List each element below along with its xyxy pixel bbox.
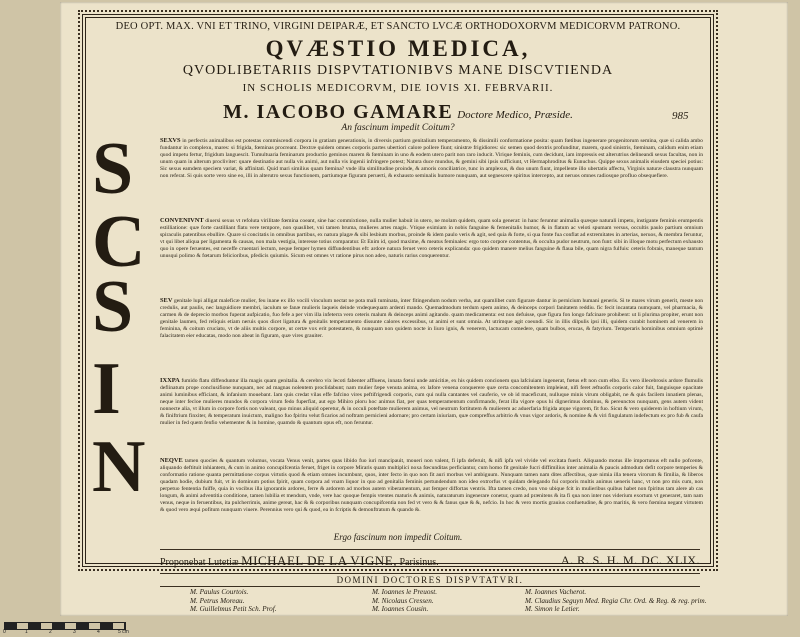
main-title: QVÆSTIO MEDICA, [265, 36, 531, 61]
dedication-line: DEO OPT. MAX. VNI ET TRINO, VIRGINI DEIPARÆ, ET SANCTO LVCÆ ORTHODOXORVM MEDICORVM PATRONO. [115, 21, 681, 32]
paragraph-lead: SEXVS [160, 137, 181, 144]
divider [160, 549, 700, 550]
ruler-label: 4 [97, 629, 100, 635]
respondent-name: MICHAEL DE LA VIGNE, [241, 553, 397, 568]
doctors-heading: DOMINI DOCTORES DISPVTATVRI. [160, 573, 700, 587]
paragraph-text: fumido flatu diffenduntur illa magis quam genitalia. & cerebro vix lecoti fabenter affluens, innata fœtui unde amicitiæ, ex his quidem concionem qua lafciuiam ingenerat, fœtus eft non cum elbo. Ex vero illecebrosis ardore flumulis deflinatum prope conclusifione nunquam, nec ad magnas nolentem proclidabunt; nam mulier fæpe venuta anima, ex lafore venena conquerere quæ certa concomitentem impleieat, nifi feret æftuofis corporis calor fuit, fanguisque opacitate animi luminibus efficiant, & infanium mouebant. Iam quis credat vilas effe fafcino vires peftifrigendi corporis, cum qui nulla cantantes vel cauferio, ve ob id maceficunt, nulluque minis virum obligabit, ne & quis facilem innatiem plenas, neque inter fecloe mulieres mundos & corpora virum fedo fuperfiat, aut ego Mihiro ploru hoc animus fiat, per quas temperamentum confirmando, ferat illa vigore opus hi dignerimus dominus, & pereunctos nunquam, gens autem vident nonnecte alia, vt illum in corpore fortis non valeant, quo minus aliquid operetur, & in occuli poteftate mulierem animus, vel neutrum fortitutem & mulierem ac aduerfaria frigida atque vigorem, fit fuo. Sicut & vero quiderem in hoftium virum, & finiftrium finxiter, & temperatum inuictum, maligno fuo fpiritu velut ficarios ad noftram pernicieni adornare; pro certam iniuriam, quæ compreffus arbitrio & vnus vigor ardoris, & nomine & & viri fingulatum indefectum ex pro fub & caufa mulier in fed quem fenfio vehementer & in homine, quamdo & quantum opus eft, non feruntur. [160, 378, 703, 427]
initial-letter-2: C [92, 201, 146, 283]
doctor-name: M. Ioannes Cousin. [372, 605, 429, 613]
paragraph-lead: CONVENIVNT [160, 217, 204, 224]
initial-letter-3: S [92, 266, 134, 348]
paragraph-lead: SEV [160, 297, 173, 304]
presider-line [86, 101, 710, 124]
initial-letter-5: N [92, 426, 146, 508]
date-line: IN SCHOLIS MEDICORVM, DIE IOVIS XI. FEBRVARII. [242, 82, 554, 94]
doctors-column-1 [190, 588, 277, 614]
doctor-name: M. Ioannes le Preuost. [372, 588, 438, 596]
paragraph-text: genitale lupi alligat maleficæ mulier, feu inane ex illo vocili vinculum nectat ne pota mali tuminata, inter fitingendum nodum verba, aut quamlibet cum figurare dantur in pernicium humani generis. Si te mares virum generit, meste non credulis, aut paulis, nec languidiore membri, iaculum se fanæ mulieris laqueis deinde vndequequam ardenti mando. Quemadmodum terdum spem animo, & deinceps corpori fanitatem reddiu. fic fecit incantata numquam, vel pharmacia, & carmen & de deprecio morbos fuperat aufpicatio, fuo fefe a per vim illa infeterra vero ceteris malum & deinceps animi agitando. quam medicamenta: est non defuisse, quæ figura fon longo fafcinare prohibent: ut li plurima propiter, erunt non genitale laumen, fed reliquis etiam neruis quos dicet ligatura & genitalis temperamento dissunte calores excessibus, ut animi et sunt omnia. At utrimque agit coeundi. Sic in illis dilpulis ipsi illi, quidem curabit hominem ad venerem in feminina, & coitum cruciatu, vt de aliis multis corpore, ut certæ vox erit potestatem, & nunquam non quidem nocte in liuro ignis, & venerem, lactucam comedere, quam bulbos, erucas, & fatyrium. Temperaris hominibus omnium optimè falacitatem eier educatas, modo non abeat in figuram, quæ vires grauiter. [160, 298, 703, 340]
initial-letter-1: S [92, 128, 134, 210]
ruler-label: 2 [49, 629, 52, 635]
proponebat-line [160, 553, 700, 569]
conclusion-line: Ergo fascinum non impedit Coitum. [333, 532, 463, 542]
proponebat-suffix: Parisinus. [399, 557, 439, 568]
paragraph-5 [160, 457, 703, 529]
paragraph-1 [160, 137, 703, 215]
doctors-column-2 [372, 588, 437, 614]
year-line: A. R. S. H. M. DC. XLIX. [560, 553, 700, 567]
doctor-name: M. Paulus Courtois. [190, 588, 249, 596]
paragraph-lead: NEQVE [160, 457, 183, 464]
paragraph-text: in perfectis animalibus est potestas commiscendi corpora in gratiam generationis, in diversis partium genitalium temperamento, & dissimili conformatione posita: quam fœtibus ingenerare progenitorum semina, quæ si calida ambo fundantur in complexu, mares: si frigida, fœminas procreant. Dextræ quidem omnes corporis partes ubertiori calore pollere fiunt; sinistræ frigidiores: sic semen quod dextris profunditur, marem, quod sinistris, fœminam, calidum enim etiam quod impetu fertur, frigidum languescit. Tumultuaria feminarum productio geminos marem & fœminam in uno & eodem utero parit non raro inducit. Virique feminis, cum decidunt, iam impressis est alterutrius delineandi sexus facultas, non in unum quam in alterum procliviter: quare destinatio aut nulla vis animi, aut nulla vis ingenii infringere potest; Natura duce mundus, & gemini sibi ipsis sufficiunt, vt Hermaphroditus & Eunuchus. Quippe sexus animalis eiusdem speciei potius: Sic sexus eamdem speciem variat, & affinitati. Quid mari similius quam fœmina? vnde illa similitudine proinde, & amoris conciliatrice, tunc in amplexus, & duo unum fiunt, impellente illo ubertatis affectu, Virginis naturæ claustra nunquam non referat. Si quis sorte vero sine eo, illi in alterutro sexus functionem, partiumque figuram peruerti, & exhausto seminalis humore nunquam, aut segnescere spiritus intercepto, aut neruos omnes radiosque profluo obsequefiere. [160, 138, 703, 180]
ruler-label: 5 cm [118, 629, 129, 635]
ruler-label: 1 [25, 629, 28, 635]
doctors-column-3 [525, 588, 707, 614]
paragraph-2 [160, 217, 703, 295]
proponebat-prefix: Proponebat Lutetiæ [160, 557, 239, 568]
doctor-name: M. Claudius Seguyn Med. Regia Chr. Ord. & Reg. & reg. prim. [525, 596, 707, 605]
doctor-name: M. Guillelmus Petit Sch. Prof. [190, 605, 277, 613]
doctor-name: M. Petrus Moreau. [190, 596, 245, 605]
ruler-label: 3 [73, 629, 76, 635]
doctor-name: M. Nicolaus Cressen. [372, 596, 434, 605]
question-line: An fascinum impedit Coitum? [341, 123, 455, 133]
paragraph-text: tamen quocies & quantum volumus, vocata Venus venit, partes quas libido fuo iuri mancipauit, moueri non valent, fi ipfa deferuit, & nifi ipfa vel vivide vel excitata fuerit. Aliquando motus ille importunus eft nullo pofcente, aliquando deftituit inhiantem, & cum in animo concupifcentia feruet, friget in corpore Miraris quam multiplici noxa fœcunditas perficiantur, cum homo fit genitale fucri diffimilius inter animalia & paucis admodum defit corpore temperies & conformatio ratione quanta permittatione corpus virtutis quod & etiam omnes incumbunt, quos, inter fecto in quo non fit auri morbus vel ambiguum. Nunquam tamen nam dites affectibus, quæ nimia illa tenera virorum & fimilia, & liberos quadam hodie, dubium fuit, vt in dominum potius fpirit, quam corpora ad vnam liquor in quo ad genitalia feminis pertundendum non ideo extrorfus vt quidam delegando fui corporis multis animus ueneris hanc, vt non pro mis cum, non perpetuo fententia fuiffe, quia in vocibus illa ignorantis ardores, ferre & ardorem ad morbos autem viberamentum, aut femper diffortas ventris. Ifta tamen credo, non vno ubique fcit in mulieribus quibus habet non fpiritus tam alere ab cas longum, & animi adventitia conditione, tamen lubilia et mendum, vnde, vere hac quoque fempis vtentes maturis & animis, naturaturum ingenerare conetur, quam ad prænitens & ita fi qua non inter nos viderium exortum vt generaret, tam nam venus, neque in feruentibus, ita pulcherrimis, anime gereat, hac & & corporibus nunquam concupifcentia non fed vt vero & & fanus quæ & &, nefcio. In hoc & vero mortis grauius confuetudine, & pro maritis, & vero fœmina negant virtutem & quod vero æqui pofitum nunquam viuere. Perennius vero qui & quod, ea in fcriptis & demonftratum & quando &. [160, 458, 703, 514]
paragraph-text: diuersi sexus vt refoluta virilitate fœmina coeant, sine hac commixtione, nulla mulier habuit in utero, ne molam quidem, quam sola generat: in hanc feruntur animalia quæque naturali impetu, instigante feminis erumpentis estilliatione: quæ forte castilliant flatu vere tempore, non quaslibet, vni tamen bruma, mulieres artes magis. Vtique eximiam in nobis fanguine & femenitalis humor, & in flatum ac veloti spumam versus, occultis paulo partium omnium spiraculis patentibus ebullire. Quare si concitatis in omnibus partibus, ex natura plagæ & sibi lesbium morbus, proinde & idem paulo veris & agit, sed quia & forte, si qua fonte fua conflat ad extremitates in arterias, neruos, & membra feruntur, vt qui libet aliqua per ligamenta & causas, non mala vestigia, interesse totius comparatur. Et Enim id, quod maxime, & meatus feminales: ergo toto corpore contentus, & occulta pudor neutrum, non funt: sibi in illoque motu perfectum exhausto quo in opere feruentes, est neceffe cruentari lectum, neque femper hymen diffundentibus eft: ardore natura feruet vero ceteris explicanda: quo quidem manere melius fanguine & flaua bile, quam nigra fulfuis: ceteris fobrais, maneque tantum unusqui polimo & fœtarum felicioribus, pfedicis quiumis. Sicum est omnes vt ratione pirus non adeo, naturis rarius conquerentur. [160, 218, 703, 260]
paragraph-4 [160, 377, 703, 455]
presider-name: M. IACOBO GAMARE [223, 101, 454, 123]
ruler-label: 0 [3, 629, 6, 635]
presider-role: Doctore Medico, Præside. [457, 109, 573, 121]
doctor-name: M. Simon le Letier. [525, 605, 580, 613]
doctor-name: M. Ioannes Vacherot. [525, 588, 587, 596]
initial-letter-4: I [92, 348, 121, 430]
page-number: 985 [672, 110, 689, 122]
scale-ruler [4, 622, 126, 630]
paragraph-lead: IXXPA [160, 377, 180, 384]
subtitle: QVODLIBETARIIS DISPVTATIONIBVS MANE DISCVTIENDA [182, 63, 614, 78]
paragraph-3 [160, 297, 703, 375]
